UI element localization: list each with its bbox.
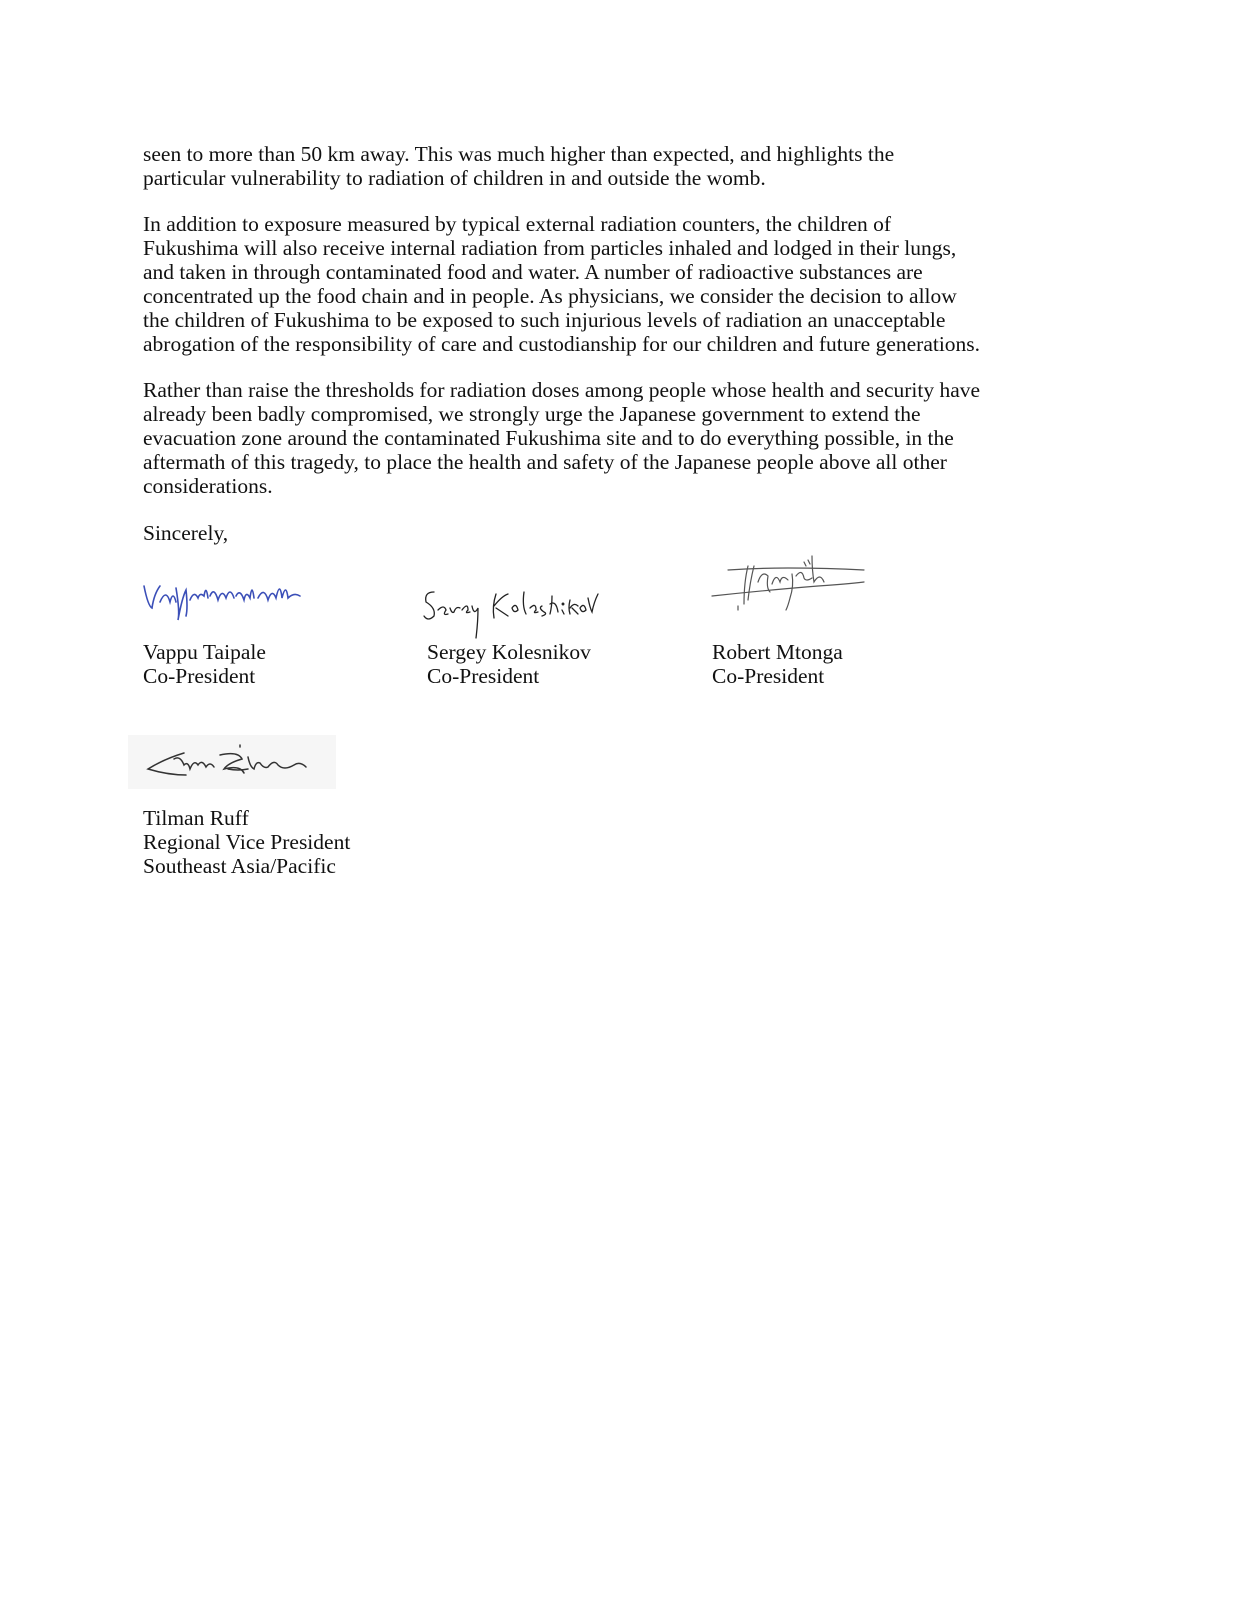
text-line: considerations. <box>143 474 273 498</box>
text-line: evacuation zone around the contaminated Fukushima site and to do everything possible, in the <box>143 426 954 450</box>
text-line: abrogation of the responsibility of care and custodianship for our children and future generations. <box>143 332 981 356</box>
signatory-title: Co-President <box>427 664 540 688</box>
signatory-name: Tilman Ruff <box>143 806 249 830</box>
signature-vappu-taipale <box>140 572 310 624</box>
signatory-vappu-taipale <box>143 640 266 688</box>
signature-robert-mtonga <box>708 552 868 614</box>
closing <box>143 521 1103 545</box>
signatory-tilman-ruff <box>143 806 350 878</box>
signature-sergey-kolesnikov <box>420 582 600 642</box>
text-line: aftermath of this tragedy, to place the health and safety of the Japanese people above all other <box>143 450 947 474</box>
body-paragraph-2 <box>143 212 1103 356</box>
text-line: particular vulnerability to radiation of children in and outside the womb. <box>143 166 766 190</box>
signatory-title: Regional Vice President <box>143 830 351 854</box>
signatory-name: Sergey Kolesnikov <box>427 640 591 664</box>
signatory-title: Co-President <box>143 664 256 688</box>
signature-tilman-ruff <box>128 735 336 789</box>
text-line: the children of Fukushima to be exposed to such injurious levels of radiation an unacceptable <box>143 308 946 332</box>
signatory-robert-mtonga <box>712 640 843 688</box>
text-line: and taken in through contaminated food and water. A number of radioactive substances are <box>143 260 923 284</box>
text-line: seen to more than 50 km away. This was much higher than expected, and highlights the <box>143 142 895 166</box>
body-paragraph-3 <box>143 378 1103 498</box>
body-paragraph-1 <box>143 142 1103 190</box>
signatory-sergey-kolesnikov <box>427 640 591 688</box>
signatory-title: Co-President <box>712 664 825 688</box>
signatory-region: Southeast Asia/Pacific <box>143 854 336 878</box>
text-line: already been badly compromised, we strongly urge the Japanese government to extend the <box>143 402 921 426</box>
text-line: In addition to exposure measured by typical external radiation counters, the children of <box>143 212 892 236</box>
text-line: concentrated up the food chain and in people. As physicians, we consider the decision to allow <box>143 284 957 308</box>
signatory-name: Robert Mtonga <box>712 640 843 664</box>
text-line: Rather than raise the thresholds for radiation doses among people whose health and security have <box>143 378 981 402</box>
signatory-name: Vappu Taipale <box>143 640 266 664</box>
closing-text: Sincerely, <box>143 521 229 545</box>
text-line: Fukushima will also receive internal radiation from particles inhaled and lodged in their lungs, <box>143 236 957 260</box>
